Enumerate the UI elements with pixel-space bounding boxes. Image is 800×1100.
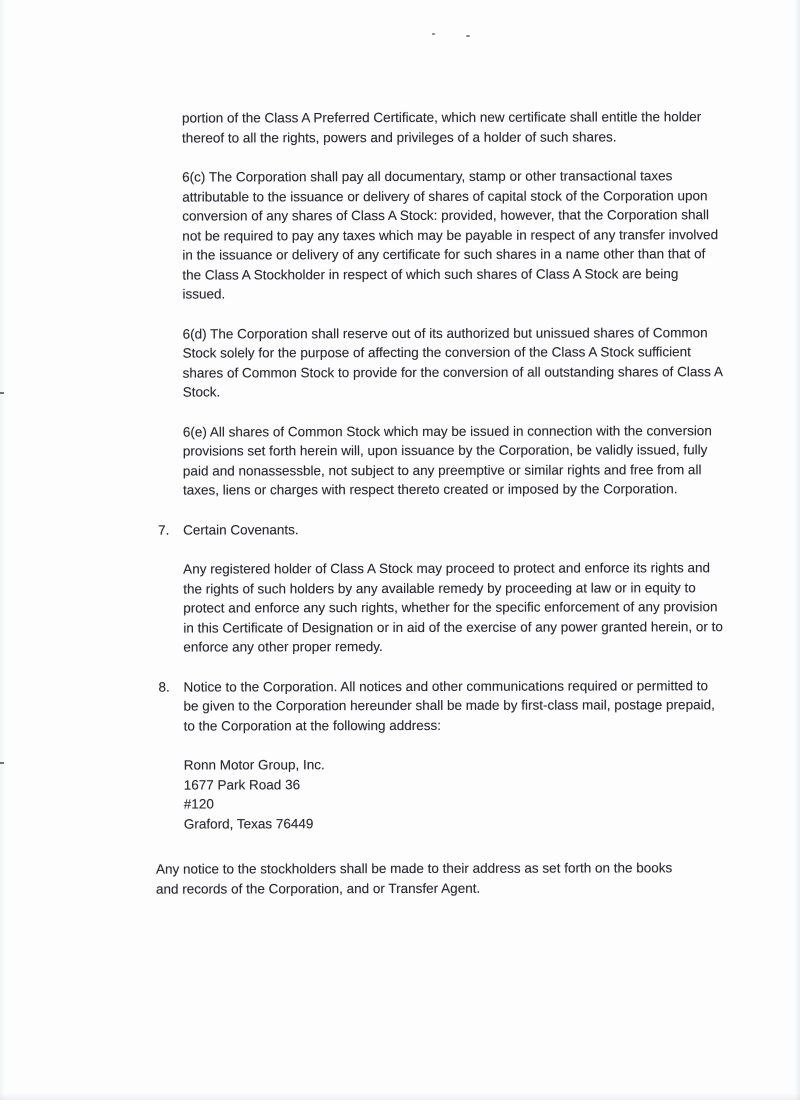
item-7-number: 7.	[158, 522, 170, 538]
document-body	[0, 107, 800, 899]
item-7	[158, 519, 723, 540]
paragraph-6e: 6(e) All shares of Common Stock which may be issued in connection with the conversion provisions set forth herein will, upon issuance by the Corporation, be validly issued, fully paid and nonassessble, not subject to any preemptive or similar rights and free from all taxes, liens or charges with respect thereto created or imposed by the Corporation.	[182, 422, 712, 498]
item-8-number: 8.	[158, 679, 170, 695]
scan-speck	[432, 33, 435, 35]
scan-speck	[466, 35, 470, 37]
paragraph-6c: 6(c) The Corporation shall pay all documentary, stamp or other transactional taxes attributable to the issuance or delivery of shares of capital stock of the Corporation upon conversion of any shares of Class A Stock: provided, however, that the Corporation shall not be required to pay any taxes which may be payable in respect of any transfer involved in the issuance or delivery of any certificate for such shares in a name other than that of the Class A Stockholder in respect of which such shares of Class A Stock are being issued.	[182, 168, 719, 302]
paragraph-continuation: portion of the Class A Preferred Certificate, which new certificate shall entitle the holder thereof to all the rights, powers and privileges of a holder of such shares.	[181, 109, 702, 146]
address-line-suite: #120	[183, 796, 214, 812]
address-line-street: 1677 Park Road 36	[183, 776, 301, 793]
item-8-body: Notice to the Corporation. All notices and other communications required or permitted to be given to the Corporation hereunder shall be made by first-class mail, postage prepaid, to the Corporation at the following address:	[183, 677, 715, 734]
item-7-heading: Certain Covenants.	[183, 521, 299, 538]
address-line-company: Ronn Motor Group, Inc.	[183, 757, 325, 773]
item-7-body: Any registered holder of Class A Stock may proceed to protect and enforce its rights and the rights of such holders by any available remedy by proceeding at law or in equity to protect and enforce any such rights, whether for the specific enforcement of any provision in this Certificate of Designation or in aid of the exercise of any power granted herein, or to enforce any other proper remedy.	[183, 560, 723, 655]
address-block	[184, 754, 724, 833]
address-line-city: Graford, Texas 76449	[183, 815, 314, 832]
paragraph-6d: 6(d) The Corporation shall reserve out of its authorized but unissued shares of Common Stock solely for the purpose of affecting the conversion of the Class A Stock sufficient shares of Common Stock to provide for the conversion of all outstanding shares of Class A Stock.	[182, 324, 723, 400]
item-8	[158, 676, 723, 736]
closing-paragraph: Any notice to the stockholders shall be made to their address as set forth on the books and records of the Corporation, and or Transfer Agent.	[155, 860, 673, 897]
